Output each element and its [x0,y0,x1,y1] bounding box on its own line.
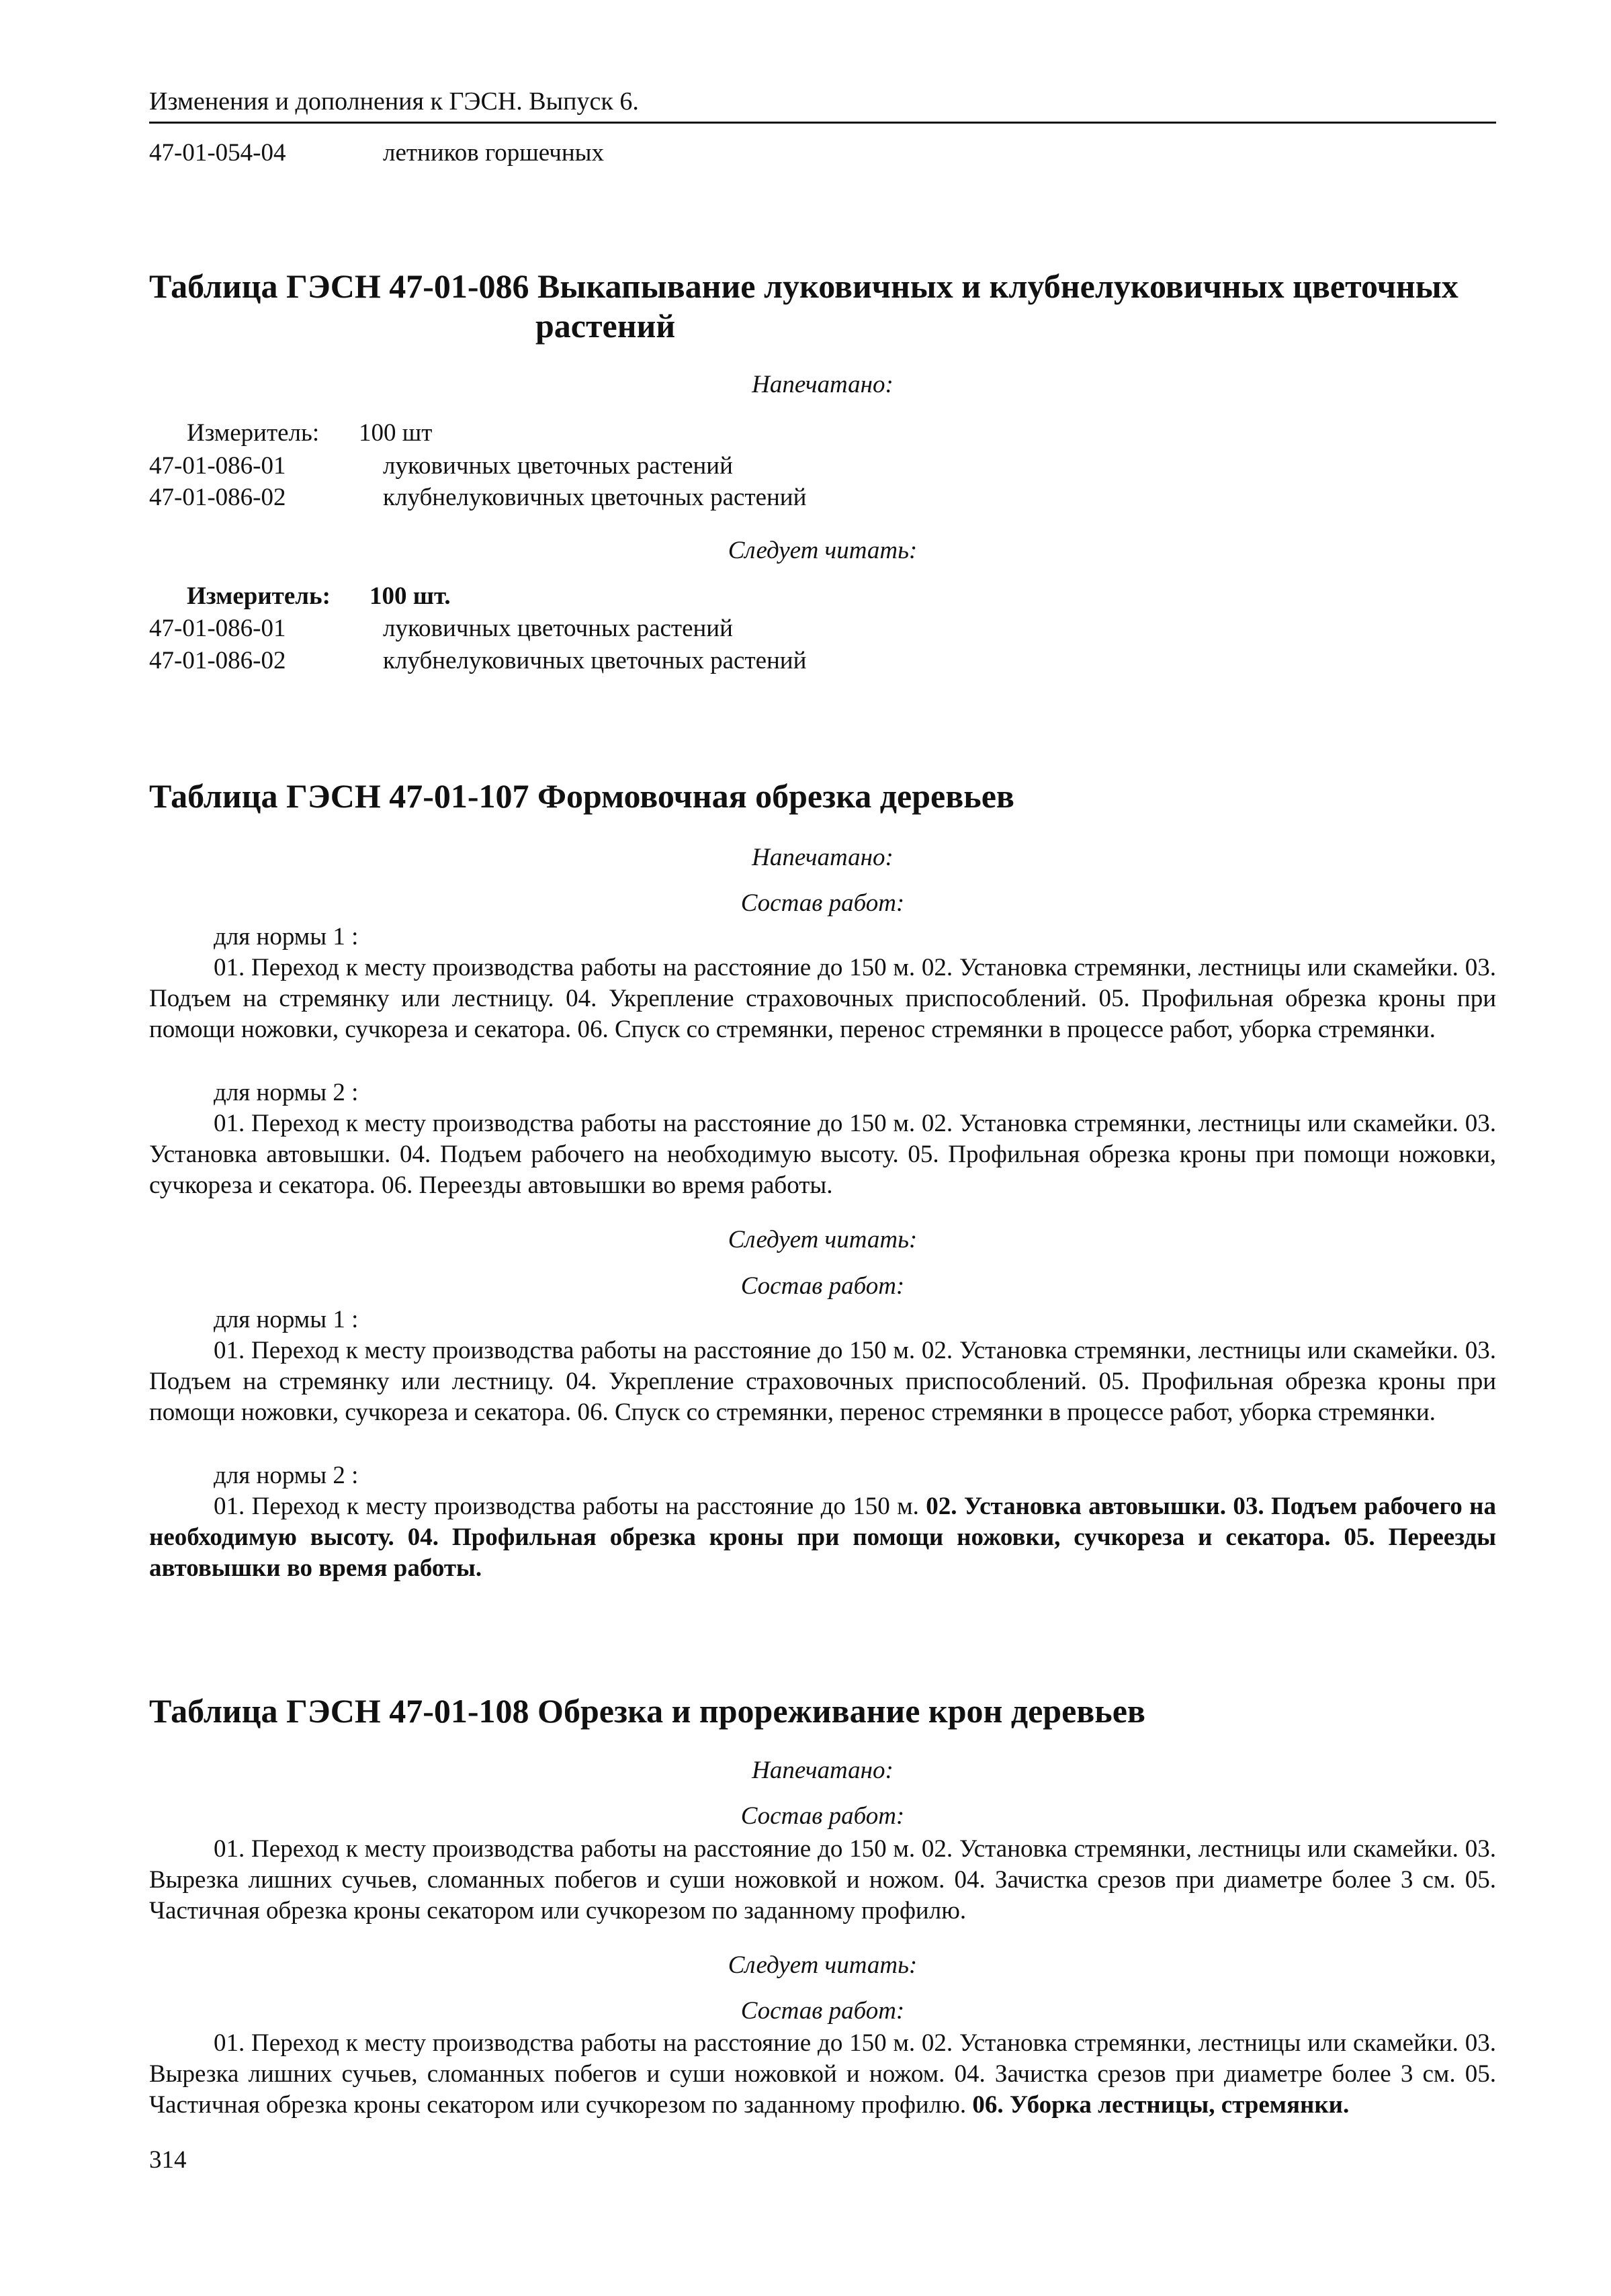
table-107-corrected-norm2-paragraph [149,1491,1496,1584]
running-header-title: Изменения и дополнения к ГЭСН. Выпуск 6. [149,87,639,116]
table-086-corrected-row-code: 47-01-086-01 [149,615,286,642]
table-107-printed-norm2-text: 01. Переход к месту производства работы на расстояние до 150 м. 02. Установка стремянки, лестницы или скамейки. 03. Установка автовышки. 04. Подъем рабочего на необходимую высоту. 05. Профильная обрезка кроны при помощи ножовки, сучкореза и секатора. 06. Переезды автовышки во время работы. [149,1110,1496,1199]
table-107-corrected-norm2-bold: 02. Установка автовышки. 03. Подъем рабочего на необходимую высоту. 04. Профильная обрезка кроны при помощи ножовки, сучкореза и секатора. 05. Переезды автовышки во время работы. [149,1493,1496,1582]
table-108-should-read-label: Следует читать: [728,1951,918,1979]
table-108-printed-label: Напечатано: [752,1757,894,1784]
table-086-title-line1: Таблица ГЭСН 47-01-086 Выкапывание луковичных и клубнелуковичных цветочных [149,267,1458,305]
table-107-corrected-work-label: Состав работ: [740,1272,905,1300]
table-108-corrected-paragraph [149,2028,1496,2121]
table-108-corrected-plain: 01. Переход к месту производства работы на расстояние до 150 м. 02. Установка стремянки, лестницы или скамейки. 03. Вырезка лишних сучьев, сломанных побегов и суши ножовкой и ножом. 04. Зачистка срезов при диаметре более 3 см. 05. Частичная обрезка кроны секатором или сучкорезом по заданному профилю. [149,2029,1496,2119]
table-086-corrected-row-code: 47-01-086-02 [149,647,286,674]
table-107-corrected-norm2-plain: 01. Переход к месту производства работы на расстояние до 150 м. [214,1493,919,1520]
table-107-printed-norm2-label: для нормы 2 : [214,1079,359,1106]
prev-code: 47-01-054-04 [149,139,286,167]
table-107-corrected-norm2-label: для нормы 2 : [214,1462,359,1489]
table-107-printed-norm1-text: 01. Переход к месту производства работы на расстояние до 150 м. 02. Установка стремянки, лестницы или скамейки. 03. Подъем на стремянку или лестницу. 04. Укрепление страховочных приспособлений. 05. Профильная обрезка кроны при помощи ножовки, сучкореза и секатора. 06. Спуск со стремянки, перенос стремянки в процессе работ, уборка стремянки. [149,954,1496,1043]
table-107-corrected-norm1-text: 01. Переход к месту производства работы на расстояние до 150 м. 02. Установка стремянки, лестницы или скамейки. 03. Подъем на стремянку или лестницу. 04. Укрепление страховочных приспособлений. 05. Профильная обрезка кроны при помощи ножовки, сучкореза и секатора. 06. Спуск со стремянки, перенос стремянки в процессе работ, уборка стремянки. [149,1337,1496,1426]
table-108-corrected-work-label: Состав работ: [740,1997,905,2025]
table-086-printed-row-code: 47-01-086-01 [149,452,286,480]
table-086-corrected-unit-label: Измеритель: [187,582,331,610]
table-108-printed-work-label: Состав работ: [740,1802,905,1830]
table-107-title: Таблица ГЭСН 47-01-107 Формовочная обрезка деревьев [149,777,1014,815]
table-107-printed-work-label: Состав работ: [740,889,905,917]
table-107-printed-norm1-label: для нормы 1 : [214,923,359,951]
prev-desc: летников горшечных [383,139,604,167]
table-086-title-line2: растений [535,307,676,345]
header-rule [149,122,1496,124]
page-number: 314 [149,2146,187,2174]
table-108-title: Таблица ГЭСН 47-01-108 Обрезка и прореживание крон деревьев [149,1692,1145,1730]
table-108-printed-text: 01. Переход к месту производства работы на расстояние до 150 м. 02. Установка стремянки, лестницы или скамейки. 03. Вырезка лишних сучьев, сломанных побегов и суши ножовкой и ножом. 04. Зачистка срезов при диаметре более 3 см. 05. Частичная обрезка кроны секатором или сучкорезом по заданному профилю. [149,1835,1496,1925]
table-086-printed-row-code: 47-01-086-02 [149,484,286,511]
table-107-printed-label: Напечатано: [752,844,894,871]
table-107-corrected-norm1-label: для нормы 1 : [214,1306,359,1333]
table-108-corrected-bold: 06. Уборка лестницы, стремянки. [972,2091,1350,2119]
table-086-corrected-row-desc: клубнелуковичных цветочных растений [383,647,807,674]
table-086-printed-unit-value: 100 шт [359,419,433,447]
table-086-printed-unit-label: Измеритель: [187,419,320,447]
table-086-corrected-row-desc: луковичных цветочных растений [383,615,733,642]
table-086-printed-label: Напечатано: [752,371,894,398]
table-086-corrected-unit-value: 100 шт. [369,582,451,610]
table-086-printed-row-desc: луковичных цветочных растений [383,452,733,480]
table-107-should-read-label: Следует читать: [728,1226,918,1253]
table-086-should-read-label: Следует читать: [728,537,918,564]
table-086-printed-row-desc: клубнелуковичных цветочных растений [383,484,807,511]
